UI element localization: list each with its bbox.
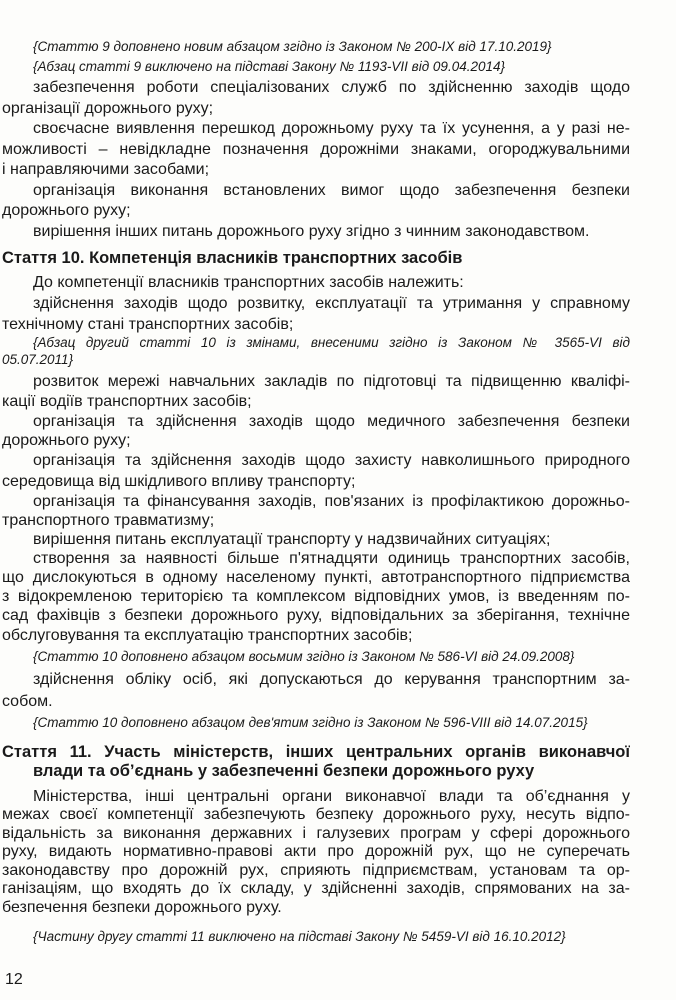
paragraph-line: кації водіїв транспортних засобів; [2, 393, 252, 410]
amendment-note: {Статтю 10 доповнено абзацом дев'ятим згідно із Законом № 596-VIII від 14.07.2015} [33, 715, 588, 730]
article-10-heading: Стаття 10. Компетенція власників транспортних засобів [2, 249, 463, 267]
paragraph-line: транспортного травматизму; [2, 512, 215, 529]
page-number: 12 [5, 971, 23, 988]
amendment-note: 05.07.2011} [2, 352, 74, 367]
paragraph-line: Міністерства, інші центральні органи виконавчої влади та об’єднання у [33, 788, 630, 805]
paragraph-line: і направляючими засобами; [2, 161, 210, 178]
paragraph-line: організація та здійснення заходів щодо захисту навколишнього природного [33, 452, 630, 469]
paragraph-line: з відокремленою територією та комплексом відповідних умов, із введенням по- [2, 588, 630, 605]
paragraph-line: організації дорожнього руху; [2, 100, 214, 117]
paragraph-line: ганізаціям, що входять до їх складу, у здійсненні заходів, спрямованих на за- [2, 880, 630, 897]
paragraph-line: організація та фінансування заходів, пов'язаних із профілактикою дорожньо- [33, 493, 630, 510]
paragraph-line: можливості – невідкладне позначення дорожніми знаками, огороджувальними [2, 141, 630, 158]
paragraph-line: здійснення обліку осіб, які допускаються до керування транспортним за- [33, 671, 630, 688]
paragraph-line: створення за наявності більше п'ятнадцяти одиниць транспортних засобів, [33, 550, 630, 567]
paragraph-line: технічному стані транспортних засобів; [2, 316, 294, 333]
paragraph-line: організація виконання встановлених вимог щодо забезпечення безпеки [33, 182, 630, 199]
amendment-note: {Статтю 9 доповнено новим абзацом згідно із Законом № 200-IX від 17.10.2019} [33, 39, 552, 54]
paragraph-line: безпечення безпеки дорожнього руху. [2, 899, 282, 916]
paragraph-line: законодавству про дорожній рух, сприяють підприємствам, установам та ор- [2, 862, 630, 879]
amendment-note: {Абзац статті 9 виключено на підставі Закону № 1193-VII від 09.04.2014} [33, 59, 505, 74]
paragraph-line: середовища від шкідливого впливу транспорту; [2, 473, 356, 490]
paragraph-line: До компетенції власників транспортних засобів належить: [33, 274, 464, 291]
paragraph-line: сад фахівців з безпеки дорожнього руху, відповідальних за зберігання, технічне [2, 607, 630, 624]
amendment-note: {Частину другу статті 11 виключено на підставі Закону № 5459-VI від 16.10.2012} [33, 929, 566, 944]
paragraph-line: вирішення питань експлуатації транспорту у надзвичайних ситуаціях; [33, 531, 551, 548]
article-11-heading: влади та об’єднань у забезпеченні безпеки дорожнього руху [33, 762, 535, 780]
paragraph-line: дорожнього руху; [2, 202, 131, 219]
paragraph-line: межах своєї компетенції забезпечують безпеку дорожнього руху, несуть відпо- [2, 806, 630, 823]
paragraph-line: дорожнього руху; [2, 432, 131, 449]
paragraph-line: забезпечення роботи спеціалізованих служб по здійсненню заходів щодо [33, 79, 630, 96]
article-11-heading: Стаття 11. Участь міністерств, інших центральних органів виконавчої [2, 743, 630, 761]
paragraph-line: собом. [2, 693, 53, 710]
paragraph-line: розвиток мережі навчальних закладів по підготовці та підвищенню кваліфі- [33, 373, 630, 390]
amendment-note: {Абзац другий статті 10 із змінами, внесеними згідно із Законом № 3565-VI від [33, 335, 630, 350]
paragraph-line: що дислокуються в одному населеному пункті, автотранспортного підприємства [2, 569, 630, 586]
paragraph-line: обслуговування та експлуатацію транспортних засобів; [2, 627, 413, 644]
paragraph-line: здійснення заходів щодо розвитку, експлуатації та утримання у справному [33, 295, 630, 312]
paragraph-line: організація та здійснення заходів щодо медичного забезпечення безпеки [33, 413, 630, 430]
paragraph-line: своєчасне виявлення перешкод дорожньому руху та їх усунення, а у разі не- [33, 120, 630, 137]
paragraph-line: вирішення інших питань дорожнього руху згідно з чинним законодавством. [33, 223, 590, 240]
paragraph-line: руху, видають нормативно-правові акти про дорожній рух, що не суперечать [2, 843, 630, 860]
paragraph-line: відальність за виконання державних і галузевих програм у сфері дорожнього [2, 825, 630, 842]
amendment-note: {Статтю 10 доповнено абзацом восьмим згідно із Законом № 586-VI від 24.09.2008} [33, 649, 575, 664]
